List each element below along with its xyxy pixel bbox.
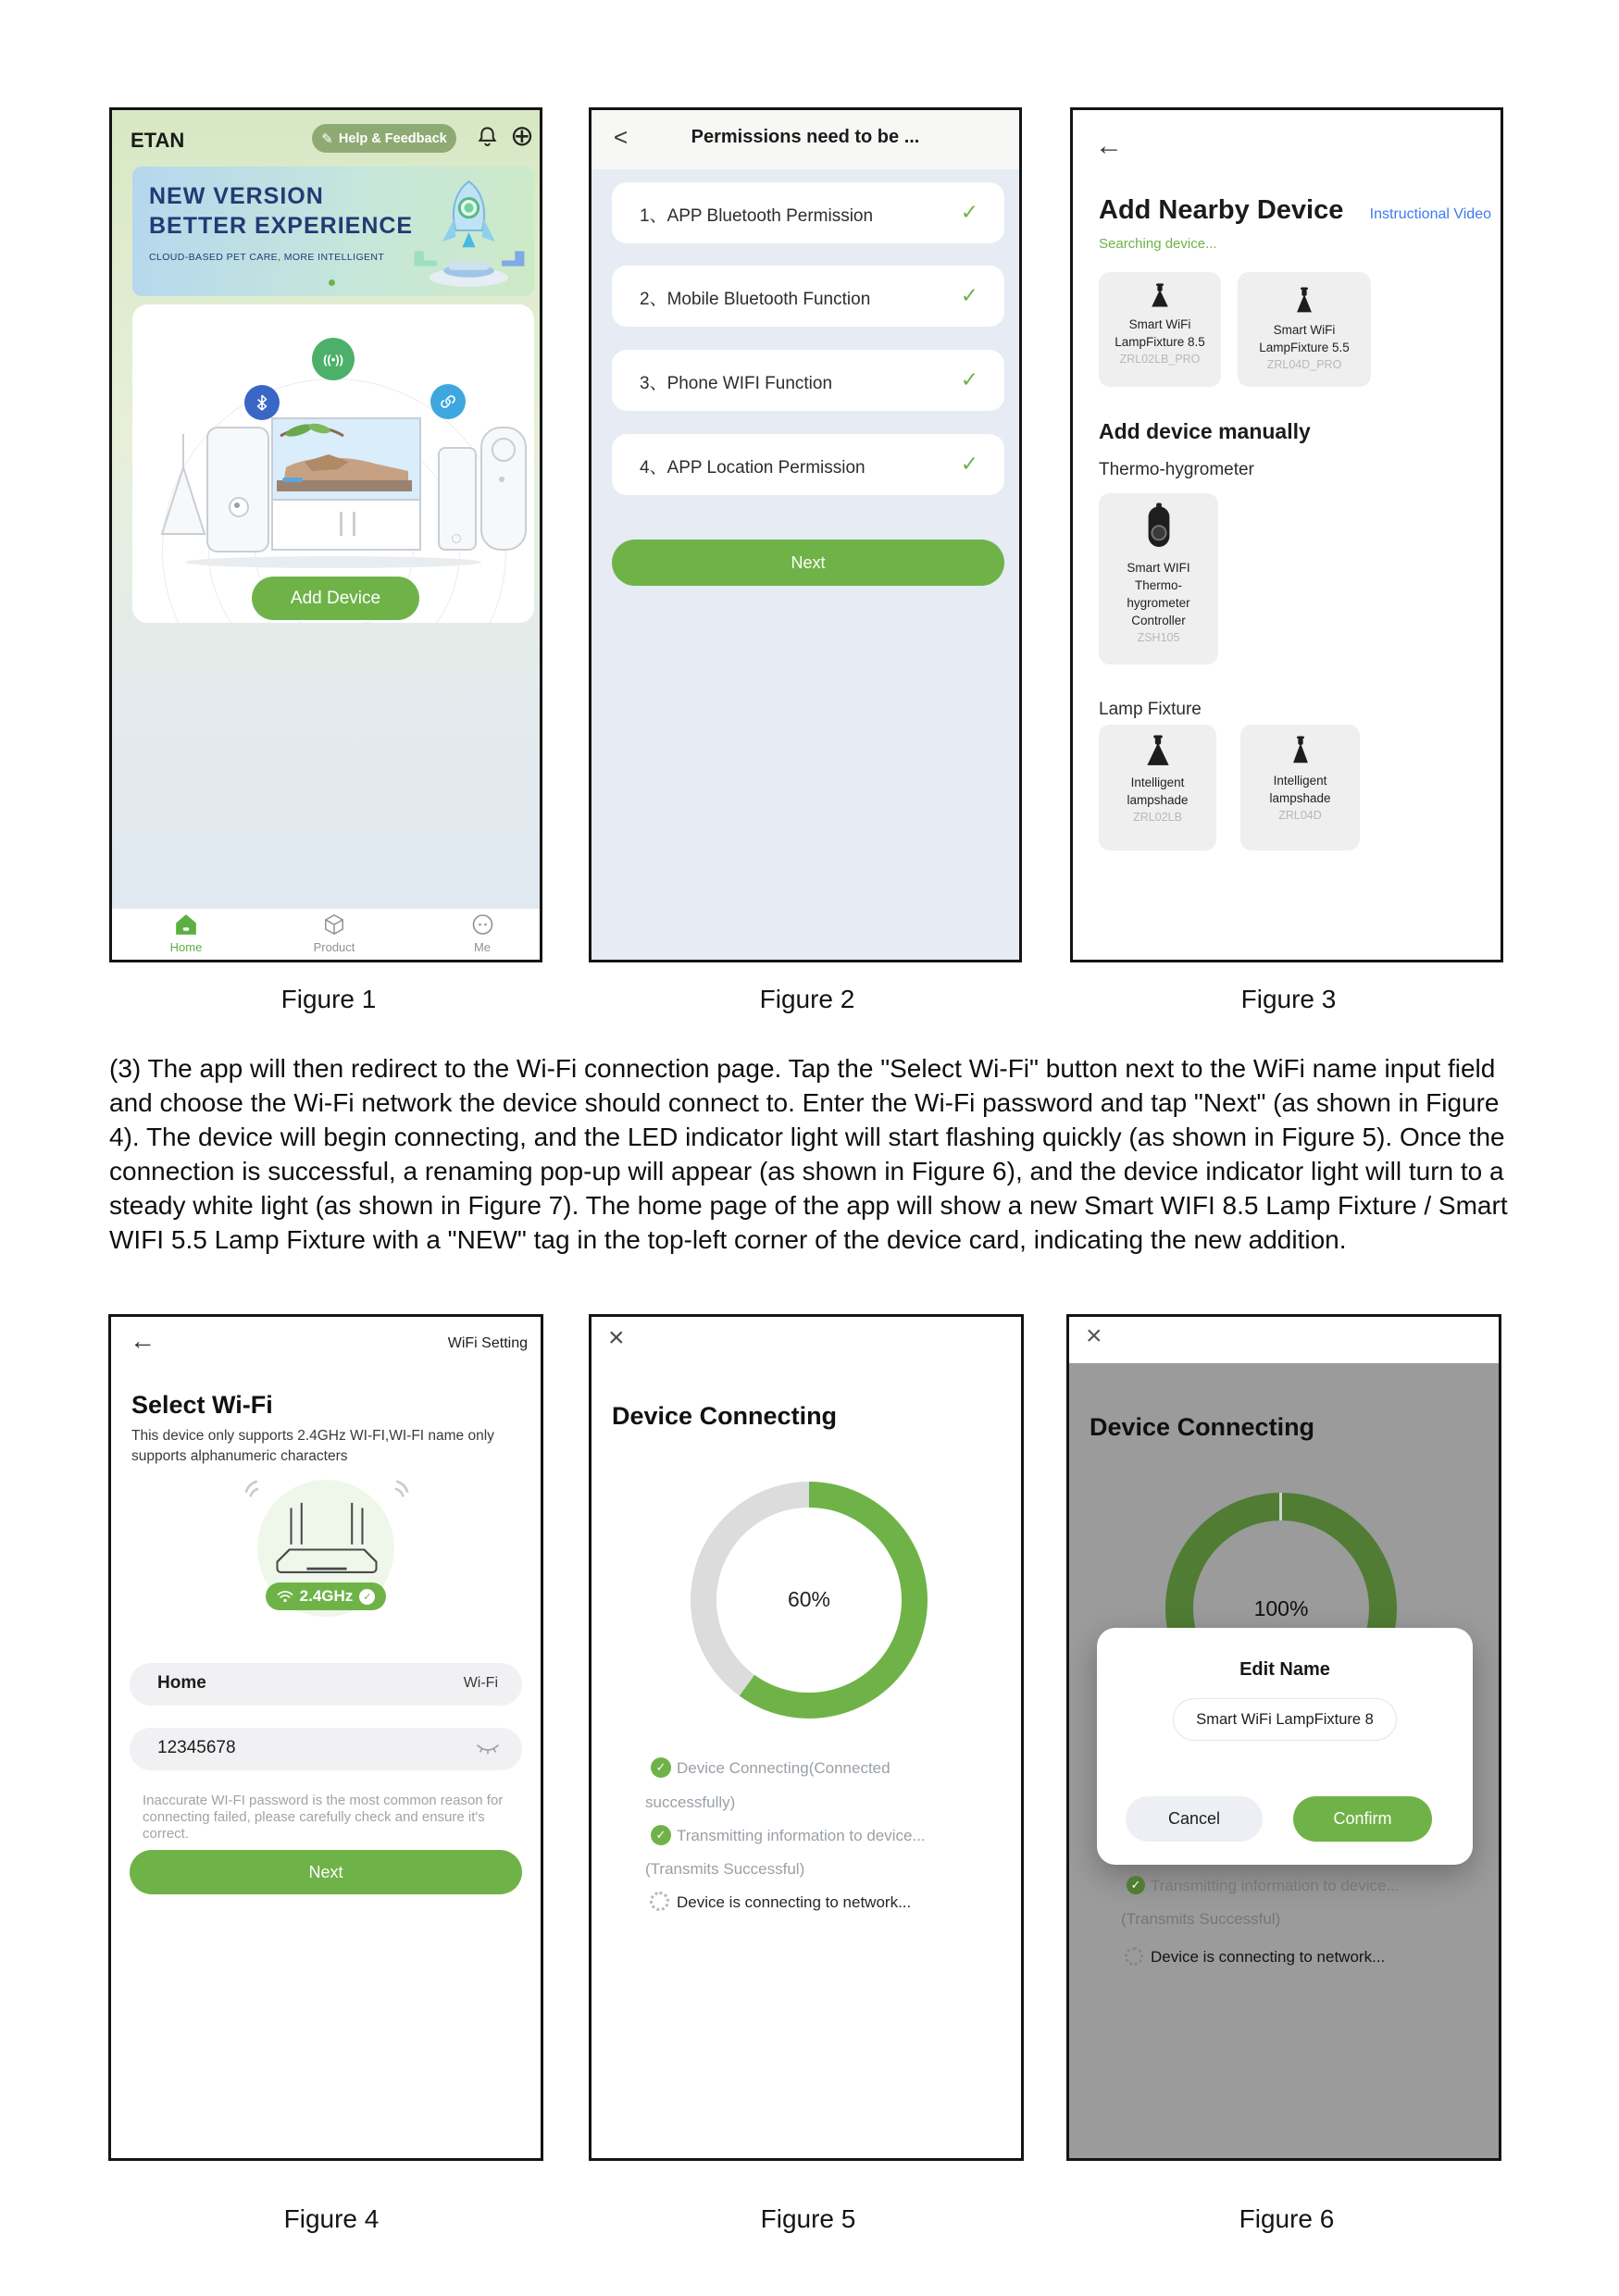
promo-banner[interactable]: [132, 167, 534, 296]
confirm-label: Confirm: [1333, 1809, 1392, 1828]
fig6-title: Device Connecting: [1090, 1413, 1315, 1441]
camera-illustration: [480, 427, 527, 551]
thermo-device-card[interactable]: [1099, 493, 1218, 664]
lamp-icon: [1146, 281, 1174, 316]
figure4-caption: Figure 4: [283, 2204, 380, 2233]
tab-home[interactable]: [149, 913, 223, 954]
thermo-hygrometer-icon: [1141, 503, 1177, 559]
band-badge-label: 2.4GHz: [299, 1587, 354, 1605]
tab-me[interactable]: [445, 913, 519, 954]
fig4-title: Select Wi-Fi: [131, 1391, 273, 1419]
device-model: ZRL02LB: [1133, 811, 1182, 824]
add-device-button[interactable]: [252, 577, 419, 620]
wifi-name-field[interactable]: [130, 1663, 522, 1706]
lamp-outline-illustration: [155, 434, 212, 559]
back-arrow-icon[interactable]: ←: [130, 1326, 156, 1355]
check-icon: ✓: [960, 452, 978, 476]
bluetooth-icon: [244, 385, 280, 420]
wifi-wave-icon: [243, 1474, 272, 1508]
instruction-paragraph: (3) The app will then redirect to the Wi-Fi connection page. Tap the "Select Wi-Fi" button next to the WiFi name input field and choose the Wi-Fi network the device should connect to. Enter the Wi-Fi password and tap "Next" (as shown in Figure 4). The device will begin connecting, and the LED indicator light will start flashing quickly (as shown in Figure 5). Once the connection is successful, a renaming pop-up will appear (as shown in Figure 6), and the device indicator light will turn to a steady white light (as shown in Figure 7). The home page of the app will show a new Smart WIFI 8.5 Lamp Fixture / Smart WIFI 5.5 Lamp Fixture with a "NEW" tag in the top-left corner of the device card, indicating the new addition.: [109, 1054, 1508, 1254]
lamp-heading: Lamp Fixture: [1099, 700, 1202, 719]
dim-overlay: [1069, 1363, 1499, 2158]
figure5-caption: Figure 5: [760, 2204, 856, 2233]
check-icon: ✓: [960, 283, 978, 307]
thermo-heading: Thermo-hygrometer: [1099, 460, 1254, 479]
next-button[interactable]: [612, 540, 1004, 586]
device-name-value: Smart WiFi LampFixture 8: [1196, 1710, 1374, 1728]
help-feedback-label: Help & Feedback: [338, 130, 447, 146]
banner-title-line1: NEW VERSION: [149, 183, 324, 209]
permission-label: 2、Mobile Bluetooth Function: [640, 290, 871, 309]
device-name-line3: hygrometer: [1127, 596, 1190, 610]
edit-name-dialog: [1097, 1628, 1473, 1865]
home-icon: [174, 924, 198, 939]
status-line: Device is connecting to network...: [677, 1893, 912, 1911]
banner-subtitle: CLOUD-BASED PET CARE, MORE INTELLIGENT: [149, 252, 385, 263]
ground-shadow: [185, 556, 481, 568]
permission-label: 1、APP Bluetooth Permission: [640, 206, 874, 226]
device-illustration-card: [132, 304, 534, 623]
me-icon: [471, 924, 494, 939]
banner-title-line2: BETTER EXPERIENCE: [149, 213, 414, 239]
add-device-label: Add Device: [290, 588, 381, 608]
check-icon: ✓: [960, 200, 978, 224]
instructional-video-link[interactable]: Instructional Video: [1369, 206, 1491, 222]
eye-closed-icon[interactable]: [476, 1743, 500, 1760]
device-name-line4: Controller: [1131, 614, 1186, 627]
lamp-icon: [1287, 734, 1314, 772]
check-glyph: ✓: [655, 1760, 666, 1774]
device-model: ZSH105: [1137, 631, 1180, 644]
lamp-device-card[interactable]: [1099, 725, 1216, 850]
device-name-line1: Smart WIFI: [1127, 561, 1190, 575]
figure6-caption: Figure 6: [1239, 2204, 1335, 2233]
permission-row: [612, 350, 1004, 411]
tab-home-label: Home: [169, 940, 203, 954]
figure3-phone: [1070, 107, 1503, 962]
wifi-password-field[interactable]: [130, 1728, 522, 1770]
device-name-line1: Intelligent: [1130, 776, 1185, 789]
searching-status: Searching device...: [1099, 236, 1217, 252]
terrarium-illustration: [271, 417, 421, 501]
figure2-phone: [589, 107, 1022, 962]
add-plus-icon[interactable]: ⊕: [510, 119, 534, 152]
next-label: Next: [308, 1862, 343, 1881]
status-line: (Transmits Successful): [645, 1860, 805, 1878]
wifi-setting-link[interactable]: WiFi Setting: [447, 1335, 528, 1351]
device-name-line2: Thermo-: [1134, 578, 1182, 592]
lamp-icon: [1290, 285, 1318, 321]
tab-me-label: Me: [473, 940, 492, 954]
device-name-line2: LampFixture 5.5: [1259, 341, 1350, 354]
progress-label: 100%: [1253, 1596, 1309, 1620]
check-glyph: ✓: [1130, 1878, 1141, 1892]
close-icon[interactable]: ×: [1086, 1321, 1102, 1351]
status-line: (Transmits Successful): [1121, 1910, 1281, 1928]
select-wifi-button[interactable]: Wi-Fi: [463, 1675, 498, 1691]
rocket-illustration: [410, 170, 529, 296]
fig4-subtitle: This device only supports 2.4GHz WI-FI,WI-FI name only supports alphanumeric characters: [131, 1428, 494, 1464]
status-line: Device Connecting(Connected: [677, 1759, 890, 1777]
figure2-caption: Figure 2: [759, 985, 855, 1013]
checkmark-circle-icon: [1127, 1876, 1145, 1894]
feeder-illustration: [206, 427, 269, 552]
password-helper-text: Inaccurate WI-FI password is the most common reason for connecting failed, please carefully check and ensure it's correct.: [143, 1793, 504, 1842]
device-model: ZRL02LB_PRO: [1119, 353, 1201, 366]
status-line: Device is connecting to network...: [1151, 1948, 1386, 1966]
manual-heading: Add device manually: [1099, 419, 1311, 443]
checkmark-circle-icon: [651, 1757, 671, 1778]
spinner-icon: [1125, 1947, 1143, 1966]
lamp-device-card[interactable]: [1240, 725, 1360, 850]
tab-product[interactable]: [297, 913, 371, 954]
back-chevron-icon[interactable]: <: [614, 123, 629, 151]
figure3-caption: Figure 3: [1240, 985, 1337, 1013]
tab-bar: [112, 909, 540, 960]
status-line: Transmitting information to device...: [1151, 1877, 1400, 1894]
cancel-label: Cancel: [1167, 1809, 1221, 1828]
signal-icon: [312, 338, 355, 380]
router-icon: [270, 1498, 383, 1592]
device-name-line1: Smart WiFi: [1128, 317, 1191, 331]
figure5-phone: [589, 1314, 1024, 2161]
lamp-icon: [1141, 734, 1175, 774]
help-feedback-button[interactable]: [312, 124, 456, 153]
permission-label: 4、APP Location Permission: [640, 458, 866, 478]
permission-row: [612, 434, 1004, 495]
fig3-title: Add Nearby Device: [1099, 195, 1344, 225]
figure4-phone: [108, 1314, 543, 2161]
dialog-title: Edit Name: [1239, 1659, 1330, 1680]
device-name-line2: LampFixture 8.5: [1115, 335, 1205, 349]
band-badge: [266, 1582, 386, 1610]
figure1-phone: [109, 107, 542, 962]
bell-icon[interactable]: [475, 125, 500, 155]
fig2-header-title: Permissions need to be ...: [691, 127, 920, 147]
device-name-line2: lampshade: [1269, 791, 1331, 805]
device-name-line2: lampshade: [1127, 793, 1189, 807]
nearby-device-card[interactable]: [1238, 272, 1371, 387]
confirm-button[interactable]: [1293, 1796, 1432, 1842]
device-model: ZRL04D_PRO: [1266, 358, 1342, 371]
progress-label: 60%: [787, 1587, 831, 1611]
link-icon: [430, 384, 466, 419]
check-glyph: ✓: [363, 1591, 372, 1603]
wifi-name-value: Home: [157, 1673, 206, 1693]
verified-check-icon: [359, 1589, 375, 1605]
product-cube-icon: [323, 924, 345, 939]
device-name-input[interactable]: [1173, 1698, 1397, 1741]
permission-row: [612, 182, 1004, 243]
device-model: ZRL04D: [1278, 809, 1322, 822]
ring-top-tick: [1279, 1493, 1282, 1520]
permission-row: [612, 266, 1004, 327]
spinner-icon: [650, 1892, 669, 1911]
figure1-caption: Figure 1: [280, 985, 377, 1013]
progress-ring-60: [691, 1482, 928, 1719]
status-line: Transmitting information to device...: [677, 1827, 926, 1844]
wifi-icon: [277, 1590, 293, 1603]
wifi-password-value: 12345678: [157, 1738, 236, 1757]
tab-product-label: Product: [313, 940, 355, 954]
next-label: Next: [791, 552, 826, 572]
device-name-line1: Intelligent: [1273, 774, 1327, 788]
nearby-device-card[interactable]: [1099, 272, 1221, 387]
checkmark-circle-icon: [651, 1825, 671, 1845]
phone-illustration: [438, 447, 477, 551]
close-icon[interactable]: ×: [608, 1322, 625, 1353]
fig2-header: [592, 110, 1019, 169]
signal-glyph: ((•)): [323, 352, 343, 366]
carousel-dot: [329, 279, 335, 286]
device-name-line1: Smart WiFi: [1273, 323, 1336, 337]
fig5-title: Device Connecting: [612, 1402, 838, 1430]
cabinet-illustration: [271, 499, 421, 551]
edit-icon: ✎: [321, 130, 333, 147]
figure6-phone: [1066, 1314, 1501, 2161]
next-button[interactable]: [130, 1850, 522, 1894]
permission-label: 3、Phone WIFI Function: [640, 374, 833, 393]
check-icon: ✓: [960, 367, 978, 391]
fig1-app-title: ETAN: [131, 129, 185, 152]
back-arrow-icon[interactable]: ←: [1095, 130, 1123, 161]
cancel-button[interactable]: [1126, 1796, 1263, 1842]
check-glyph: ✓: [655, 1828, 666, 1842]
wifi-wave-icon: [381, 1474, 411, 1508]
status-line: successfully): [645, 1793, 736, 1811]
